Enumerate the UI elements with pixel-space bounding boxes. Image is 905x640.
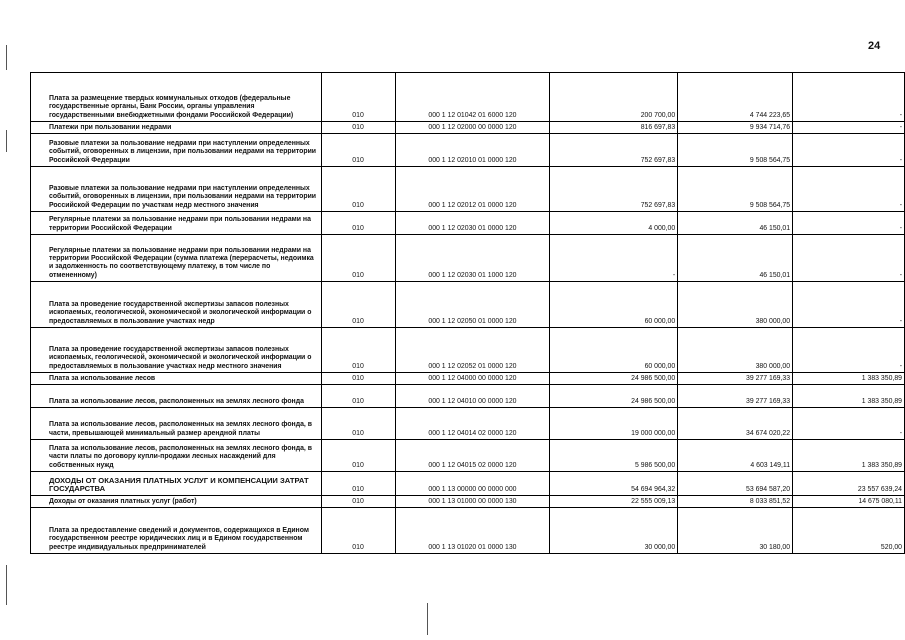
left-margin-mark [6,565,7,605]
row-value-1: 60 000,00 [550,282,678,328]
row-line-code: 010 [321,122,395,134]
row-value-1: - [550,235,678,282]
row-budget-code: 000 1 12 02000 00 0000 120 [395,122,550,134]
row-value-3: - [793,408,905,440]
row-name: Регулярные платежи за пользование недрами при пользовании недрами на территории Российской Федерации (сумма платежа (перерасчеты, недоимка и задолженность по соответствующему платежу, в том числе по отмененному) [31,235,322,282]
row-value-2: 4 603 149,11 [678,440,793,472]
row-value-2: 34 674 020,22 [678,408,793,440]
row-line-code: 010 [321,73,395,122]
row-value-3: 1 383 350,89 [793,440,905,472]
row-budget-code: 000 1 12 04015 02 0000 120 [395,440,550,472]
row-value-3: 1 383 350,89 [793,385,905,408]
row-value-2: 30 180,00 [678,508,793,554]
row-budget-code: 000 1 13 00000 00 0000 000 [395,472,550,496]
row-value-2: 39 277 169,33 [678,385,793,408]
row-budget-code: 000 1 12 02030 01 1000 120 [395,235,550,282]
row-value-2: 39 277 169,33 [678,373,793,385]
table-row [31,282,905,328]
row-value-3: - [793,134,905,167]
row-value-2: 9 934 714,76 [678,122,793,134]
row-name: Плата за использование лесов, расположенных на землях лесного фонда, в части платы по договору купли-продажи лесных насаждений для собственных нужд [31,440,322,472]
row-value-3: - [793,122,905,134]
row-value-1: 30 000,00 [550,508,678,554]
row-line-code: 010 [321,472,395,496]
row-value-2: 9 508 564,75 [678,167,793,212]
row-value-2: 53 694 587,20 [678,472,793,496]
row-value-3: - [793,328,905,373]
row-budget-code: 000 1 12 02052 01 0000 120 [395,328,550,373]
row-name: Разовые платежи за пользование недрами при наступлении определенных событий, оговоренных в лицензии, при пользовании недрами на территории Российской Федерации по участкам недр местного значения [31,167,322,212]
row-line-code: 010 [321,373,395,385]
table-row [31,134,905,167]
row-value-1: 24 986 500,00 [550,385,678,408]
table-row [31,385,905,408]
row-name: Плата за использование лесов, расположенных на землях лесного фонда, в части, превышающей минимальный размер арендной платы [31,408,322,440]
row-value-1: 816 697,83 [550,122,678,134]
row-value-1: 60 000,00 [550,328,678,373]
row-budget-code: 000 1 12 02030 01 0000 120 [395,212,550,235]
table-row [31,73,905,122]
row-line-code: 010 [321,328,395,373]
row-line-code: 010 [321,440,395,472]
row-budget-code: 000 1 12 04010 00 0000 120 [395,385,550,408]
row-value-3: - [793,235,905,282]
row-line-code: 010 [321,167,395,212]
table-row [31,167,905,212]
row-budget-code: 000 1 12 02050 01 0000 120 [395,282,550,328]
row-line-code: 010 [321,496,395,508]
row-budget-code: 000 1 12 02010 01 0000 120 [395,134,550,167]
table-row [31,472,905,496]
table-row [31,440,905,472]
row-name: Плата за проведение государственной экспертизы запасов полезных ископаемых, геологической, экономической и экологической информации о предоставляемых в пользование участках недр [31,282,322,328]
row-value-3: - [793,212,905,235]
row-line-code: 010 [321,134,395,167]
row-budget-code: 000 1 12 04014 02 0000 120 [395,408,550,440]
table-row [31,122,905,134]
row-value-3: 14 675 080,11 [793,496,905,508]
row-name: Разовые платежи за пользование недрами при наступлении определенных событий, оговоренных в лицензии, при пользовании недрами на территории Российской Федерации [31,134,322,167]
table-row [31,496,905,508]
row-name: Плата за предоставление сведений и документов, содержащихся в Едином государственном реестре юридических лиц и в Едином государственном реестре индивидуальных предпринимателей [31,508,322,554]
row-value-2: 9 508 564,75 [678,134,793,167]
row-budget-code: 000 1 12 01042 01 6000 120 [395,73,550,122]
row-line-code: 010 [321,212,395,235]
row-value-1: 752 697,83 [550,134,678,167]
row-value-1: 752 697,83 [550,167,678,212]
row-budget-code: 000 1 12 02012 01 0000 120 [395,167,550,212]
row-line-code: 010 [321,408,395,440]
row-value-3: 520,00 [793,508,905,554]
row-value-2: 46 150,01 [678,212,793,235]
row-line-code: 010 [321,385,395,408]
row-value-3: 23 557 639,24 [793,472,905,496]
row-value-3: 1 383 350,89 [793,373,905,385]
row-name: Доходы от оказания платных услуг (работ) [31,496,322,508]
row-budget-code: 000 1 13 01000 00 0000 130 [395,496,550,508]
table-row [31,235,905,282]
row-value-2: 380 000,00 [678,282,793,328]
row-value-1: 24 986 500,00 [550,373,678,385]
row-value-3: - [793,73,905,122]
table-row [31,408,905,440]
row-name: Плата за размещение твердых коммунальных отходов (федеральные государственные органы, Банк России, органы управления государственными внебюджетными фондами Российской Федерации) [31,73,322,122]
row-budget-code: 000 1 12 04000 00 0000 120 [395,373,550,385]
row-name: Регулярные платежи за пользование недрами при пользовании недрами на территории Российской Федерации [31,212,322,235]
row-value-2: 4 744 223,65 [678,73,793,122]
row-value-1: 19 000 000,00 [550,408,678,440]
row-line-code: 010 [321,508,395,554]
table-row [31,328,905,373]
table-row [31,508,905,554]
page-number: 24 [868,40,881,52]
row-value-1: 54 694 964,32 [550,472,678,496]
row-name: Плата за использование лесов, расположенных на землях лесного фонда [31,385,322,408]
row-line-code: 010 [321,235,395,282]
row-name: Плата за использование лесов [31,373,322,385]
row-name: ДОХОДЫ ОТ ОКАЗАНИЯ ПЛАТНЫХ УСЛУГ И КОМПЕНСАЦИИ ЗАТРАТ ГОСУДАРСТВА [31,472,322,496]
bottom-margin-mark [427,603,428,635]
row-value-3: - [793,282,905,328]
table-row [31,212,905,235]
row-line-code: 010 [321,282,395,328]
row-value-1: 22 555 009,13 [550,496,678,508]
row-value-3: - [793,167,905,212]
row-name: Платежи при пользовании недрами [31,122,322,134]
row-value-1: 5 986 500,00 [550,440,678,472]
left-margin-mark [6,130,7,152]
row-name: Плата за проведение государственной экспертизы запасов полезных ископаемых, геологической, экономической и экологической информации о предоставляемых в пользование участках недр местного значения [31,328,322,373]
row-value-1: 200 700,00 [550,73,678,122]
left-margin-mark [6,45,7,70]
revenue-table [30,72,905,554]
row-value-1: 4 000,00 [550,212,678,235]
table-row [31,373,905,385]
row-value-2: 46 150,01 [678,235,793,282]
row-budget-code: 000 1 13 01020 01 0000 130 [395,508,550,554]
row-value-2: 8 033 851,52 [678,496,793,508]
row-value-2: 380 000,00 [678,328,793,373]
